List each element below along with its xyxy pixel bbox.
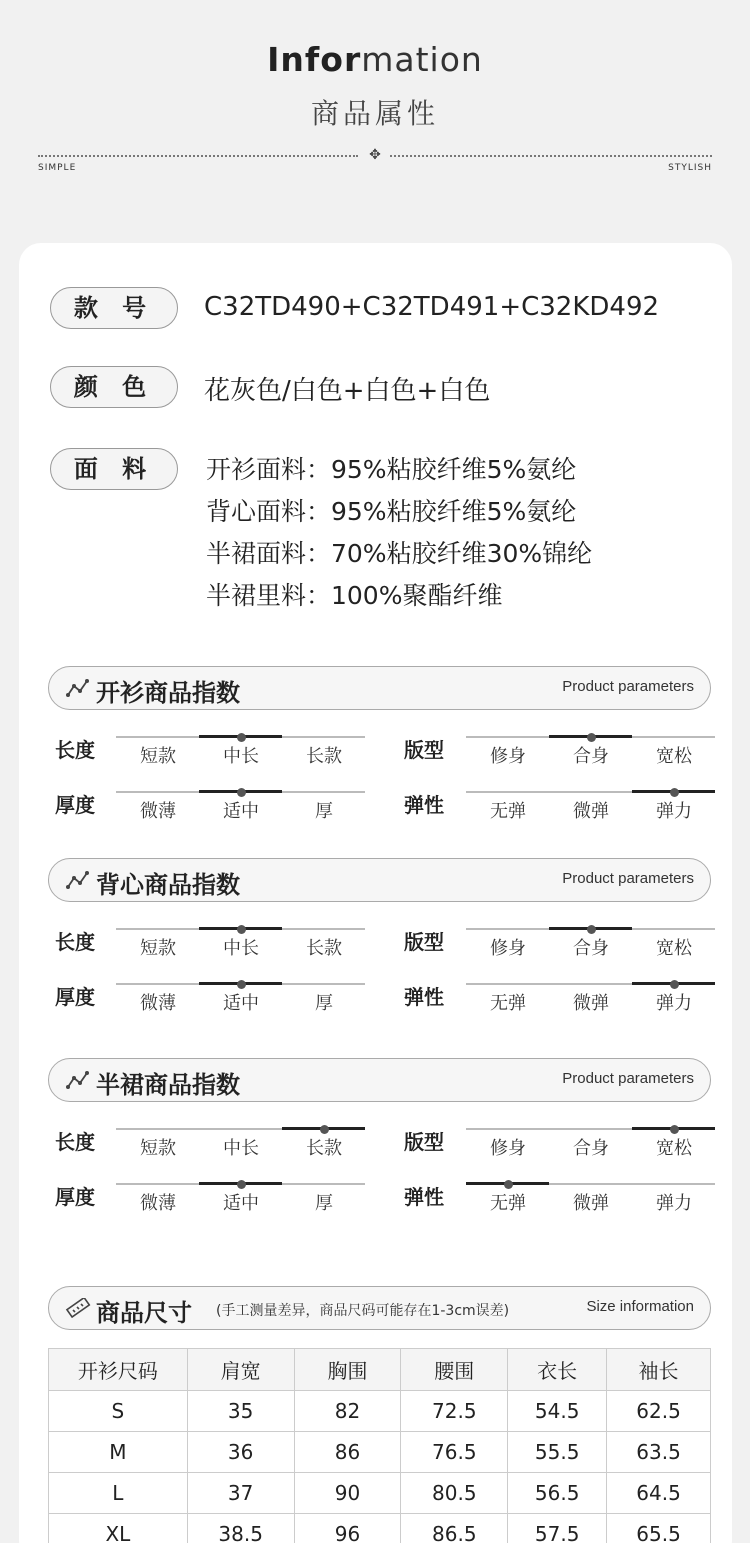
size-table-row — [49, 1514, 711, 1543]
index-row-label: 版型 — [404, 1130, 444, 1154]
index-section-en: Product parameters — [562, 1070, 694, 1087]
index-marker — [587, 925, 596, 934]
size-cell: 38.5 — [187, 1514, 294, 1543]
index-section-bar — [48, 1058, 711, 1102]
index-row-label: 版型 — [404, 930, 444, 954]
index-option: 宽松 — [656, 938, 692, 959]
index-marker — [237, 733, 246, 742]
header-title: Information — [267, 40, 483, 79]
fabric-line: 半裙面料：70%粘胶纤维30%锦纶 — [206, 539, 593, 568]
size-section-en: Size information — [586, 1298, 694, 1315]
size-cell: 62.5 — [607, 1391, 711, 1432]
size-table — [48, 1348, 711, 1543]
index-row-label: 厚度 — [55, 1185, 95, 1209]
size-cell: 57.5 — [508, 1514, 607, 1543]
index-row-label: 弹性 — [404, 793, 444, 817]
index-row-label: 厚度 — [55, 985, 95, 1009]
info-header — [0, 0, 750, 220]
index-row-label: 长度 — [55, 738, 95, 762]
size-cell: 64.5 — [607, 1473, 711, 1514]
index-marker — [237, 980, 246, 989]
index-option: 中长 — [223, 746, 259, 767]
fabric-line: 半裙里料：100%聚酯纤维 — [206, 581, 503, 610]
size-cell: 55.5 — [508, 1432, 607, 1473]
size-cell: 86 — [294, 1432, 401, 1473]
index-option: 厚 — [315, 1193, 333, 1214]
index-section-bar — [48, 666, 711, 710]
index-marker — [237, 1180, 246, 1189]
index-row-label: 长度 — [55, 930, 95, 954]
index-option: 修身 — [490, 746, 526, 767]
index-section-en: Product parameters — [562, 678, 694, 695]
index-option: 无弹 — [490, 993, 526, 1014]
trend-icon — [65, 678, 91, 698]
trend-icon — [65, 1070, 91, 1090]
size-cell: 63.5 — [607, 1432, 711, 1473]
size-cell: 37 — [187, 1473, 294, 1514]
size-column-header: 开衫尺码 — [49, 1349, 188, 1391]
index-section-en: Product parameters — [562, 870, 694, 887]
index-option: 修身 — [490, 938, 526, 959]
index-option: 微弹 — [573, 801, 609, 822]
index-marker — [237, 925, 246, 934]
index-option: 弹力 — [656, 801, 692, 822]
size-cell: 90 — [294, 1473, 401, 1514]
index-option: 中长 — [223, 938, 259, 959]
index-marker — [504, 1180, 513, 1189]
size-cell: 35 — [187, 1391, 294, 1432]
index-section-bar — [48, 858, 711, 902]
fabric-pill: 面 料 — [50, 448, 178, 490]
index-section-title: 背心商品指数 — [96, 871, 240, 899]
tag-stylish: STYLISH — [668, 163, 712, 173]
index-option: 长款 — [306, 746, 342, 767]
index-option: 合身 — [573, 1138, 609, 1159]
cross-icon: ✥ — [369, 147, 381, 163]
index-option: 适中 — [223, 801, 259, 822]
index-option: 中长 — [223, 1138, 259, 1159]
size-column-header: 衣长 — [508, 1349, 607, 1391]
style-no-value: C32TD490+C32TD491+C32KD492 — [204, 292, 660, 322]
tag-simple: SIMPLE — [38, 163, 77, 173]
size-cell: 65.5 — [607, 1514, 711, 1543]
size-cell: 96 — [294, 1514, 401, 1543]
index-marker — [587, 733, 596, 742]
divider-right — [390, 155, 712, 157]
index-option: 弹力 — [656, 993, 692, 1014]
index-row-label: 长度 — [55, 1130, 95, 1154]
size-column-header: 肩宽 — [187, 1349, 294, 1391]
index-option: 长款 — [306, 938, 342, 959]
index-row-label: 弹性 — [404, 1185, 444, 1209]
size-column-header: 袖长 — [607, 1349, 711, 1391]
size-table-row — [49, 1473, 711, 1514]
size-cell: 86.5 — [401, 1514, 508, 1543]
index-option: 微弹 — [573, 993, 609, 1014]
index-option: 短款 — [140, 938, 176, 959]
size-cell: S — [49, 1391, 188, 1432]
index-section-title: 开衫商品指数 — [96, 679, 240, 707]
index-option: 修身 — [490, 1138, 526, 1159]
size-cell: XL — [49, 1514, 188, 1543]
index-row-label: 厚度 — [55, 793, 95, 817]
index-option: 微弹 — [573, 1193, 609, 1214]
size-column-header: 腰围 — [401, 1349, 508, 1391]
size-cell: 54.5 — [508, 1391, 607, 1432]
index-option: 长款 — [306, 1138, 342, 1159]
color-pill: 颜 色 — [50, 366, 178, 408]
index-marker — [237, 788, 246, 797]
index-option: 无弹 — [490, 801, 526, 822]
index-option: 短款 — [140, 746, 176, 767]
size-cell: M — [49, 1432, 188, 1473]
style-no-pill: 款 号 — [50, 287, 178, 329]
index-option: 微薄 — [140, 993, 176, 1014]
size-cell: 82 — [294, 1391, 401, 1432]
size-cell: 80.5 — [401, 1473, 508, 1514]
color-value: 花灰色/白色+白色+白色 — [204, 376, 491, 406]
index-option: 厚 — [315, 801, 333, 822]
index-row-label: 弹性 — [404, 985, 444, 1009]
size-cell: 36 — [187, 1432, 294, 1473]
index-option: 微薄 — [140, 1193, 176, 1214]
index-option: 适中 — [223, 1193, 259, 1214]
index-option: 合身 — [573, 746, 609, 767]
index-marker — [320, 1125, 329, 1134]
index-option: 厚 — [315, 993, 333, 1014]
index-option: 微薄 — [140, 801, 176, 822]
fabric-line: 开衫面料：95%粘胶纤维5%氨纶 — [206, 455, 577, 484]
size-cell: L — [49, 1473, 188, 1514]
header-subtitle: 商品属性 — [310, 97, 439, 130]
size-table-row — [49, 1391, 711, 1432]
index-option: 短款 — [140, 1138, 176, 1159]
index-marker — [670, 1125, 679, 1134]
size-cell: 76.5 — [401, 1432, 508, 1473]
index-marker — [670, 980, 679, 989]
trend-icon — [65, 870, 91, 890]
divider-left — [38, 155, 358, 157]
size-cell: 56.5 — [508, 1473, 607, 1514]
size-section-title: 商品尺寸 — [96, 1299, 192, 1327]
index-row-label: 版型 — [404, 738, 444, 762]
size-cell: 72.5 — [401, 1391, 508, 1432]
index-option: 弹力 — [656, 1193, 692, 1214]
size-column-header: 胸围 — [294, 1349, 401, 1391]
index-option: 宽松 — [656, 1138, 692, 1159]
index-option: 无弹 — [490, 1193, 526, 1214]
ruler-icon — [65, 1298, 91, 1318]
index-option: 合身 — [573, 938, 609, 959]
index-option: 适中 — [223, 993, 259, 1014]
fabric-line: 背心面料：95%粘胶纤维5%氨纶 — [206, 497, 577, 526]
index-option: 宽松 — [656, 746, 692, 767]
index-section-title: 半裙商品指数 — [96, 1071, 240, 1099]
size-table-row — [49, 1432, 711, 1473]
size-section-note: (手工测量差异，商品尺码可能存在1-3cm误差) — [216, 1303, 510, 1319]
size-table-header — [49, 1349, 711, 1391]
index-marker — [670, 788, 679, 797]
size-section-bar — [48, 1286, 711, 1330]
